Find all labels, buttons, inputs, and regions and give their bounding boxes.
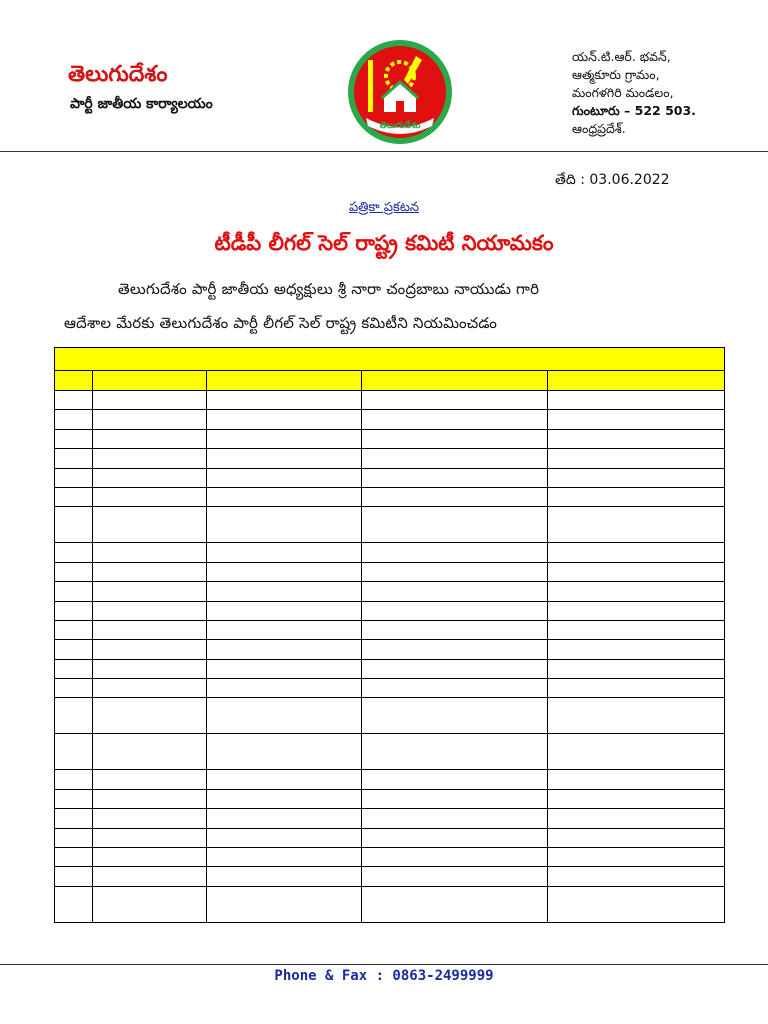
header-divider [0, 151, 768, 152]
table-header-cell [93, 371, 207, 391]
table-banner [54, 347, 725, 370]
table-cell [55, 698, 93, 734]
headline: టీడీపీ లీగల్ సెల్ రాష్ట్ర కమిటీ నియామకం [214, 231, 554, 255]
table-row [55, 601, 725, 620]
table-cell [55, 679, 93, 698]
table-cell [362, 543, 548, 562]
table-cell [93, 429, 207, 448]
table-cell [362, 698, 548, 734]
address-line: మంగళగిరి మండలం, [572, 85, 674, 100]
table-cell [206, 679, 362, 698]
table-row [55, 640, 725, 659]
table-row [55, 698, 725, 734]
table-cell [362, 620, 548, 639]
table-row [55, 449, 725, 468]
table-row [55, 770, 725, 789]
footer-contact: Phone & Fax : 0863-2499999 [274, 968, 494, 984]
table-cell [55, 410, 93, 429]
table-cell [548, 543, 725, 562]
table-cell [55, 809, 93, 828]
table-header-cell [548, 371, 725, 391]
table-cell [206, 789, 362, 808]
table-cell [362, 487, 548, 506]
table-cell [548, 468, 725, 487]
table-row [55, 828, 725, 847]
table-cell [362, 562, 548, 581]
table-row [55, 543, 725, 562]
table-cell [548, 601, 725, 620]
table-cell [362, 848, 548, 867]
date-line: తేది : 03.06.2022 [555, 172, 670, 188]
table-cell [206, 562, 362, 581]
table-row [55, 867, 725, 886]
table-cell [548, 679, 725, 698]
table-cell [55, 789, 93, 808]
table-cell [362, 789, 548, 808]
table-cell [93, 449, 207, 468]
table-cell [55, 543, 93, 562]
table-cell [362, 601, 548, 620]
table-header-cell [206, 371, 362, 391]
table-cell [55, 391, 93, 410]
table-cell [93, 487, 207, 506]
paragraph-line: తెలుగుదేశం పార్టీ జాతీయ అధ్యక్షులు శ్రీ నారా చంద్రబాబు నాయుడు గారి [118, 280, 540, 298]
table-cell [206, 734, 362, 770]
table-cell [362, 582, 548, 601]
table-cell [55, 848, 93, 867]
table-cell [362, 507, 548, 543]
table-cell [93, 391, 207, 410]
table-cell [362, 410, 548, 429]
table-row [55, 429, 725, 448]
table-cell [93, 620, 207, 639]
table-cell [93, 468, 207, 487]
table-cell [362, 809, 548, 828]
table-row [55, 410, 725, 429]
address-line: గుంటూరు – 522 503. [572, 103, 696, 118]
table-cell [548, 487, 725, 506]
footer-divider [0, 964, 768, 965]
committee-table-container [54, 347, 725, 923]
table-cell [55, 659, 93, 678]
table-cell [206, 487, 362, 506]
table-cell [55, 601, 93, 620]
table-cell [93, 867, 207, 886]
table-cell [362, 468, 548, 487]
table-cell [548, 640, 725, 659]
table-cell [362, 886, 548, 922]
table-cell [206, 410, 362, 429]
table-cell [93, 562, 207, 581]
table-row [55, 507, 725, 543]
press-release-label: పత్రికా ప్రకటన [348, 200, 419, 215]
table-cell [93, 582, 207, 601]
table-cell [93, 659, 207, 678]
table-cell [206, 507, 362, 543]
table-cell [93, 507, 207, 543]
table-row [55, 659, 725, 678]
table-cell [362, 867, 548, 886]
paragraph-line: ఆదేశాల మేరకు తెలుగుదేశం పార్టీ లీగల్ సెల్ రాష్ట్ర కమిటీని నియమించడం [64, 314, 498, 332]
table-cell [55, 429, 93, 448]
table-cell [206, 391, 362, 410]
table-cell [206, 770, 362, 789]
table-cell [55, 620, 93, 639]
table-cell [206, 601, 362, 620]
table-cell [55, 468, 93, 487]
party-logo [346, 38, 454, 146]
table-cell [206, 582, 362, 601]
table-cell [93, 789, 207, 808]
table-row [55, 679, 725, 698]
table-cell [362, 640, 548, 659]
table-cell [93, 543, 207, 562]
table-cell [55, 867, 93, 886]
table-cell [55, 828, 93, 847]
table-cell [206, 468, 362, 487]
table-cell [548, 789, 725, 808]
table-cell [548, 562, 725, 581]
table-cell [548, 698, 725, 734]
table-row [55, 562, 725, 581]
table-cell [93, 886, 207, 922]
table-cell [548, 507, 725, 543]
table-header-row [55, 371, 725, 391]
table-cell [55, 582, 93, 601]
table-cell [93, 770, 207, 789]
table-row [55, 734, 725, 770]
table-cell [93, 698, 207, 734]
table-cell [548, 867, 725, 886]
table-cell [206, 698, 362, 734]
table-cell [55, 770, 93, 789]
table-cell [362, 734, 548, 770]
table-cell [93, 601, 207, 620]
table-cell [206, 867, 362, 886]
table-cell [548, 659, 725, 678]
table-cell [206, 620, 362, 639]
table-cell [206, 659, 362, 678]
table-cell [548, 410, 725, 429]
table-cell [55, 640, 93, 659]
table-cell [548, 828, 725, 847]
table-cell [55, 734, 93, 770]
table-cell [206, 429, 362, 448]
table-cell [93, 679, 207, 698]
table-cell [362, 391, 548, 410]
table-row [55, 391, 725, 410]
table-cell [548, 582, 725, 601]
table-cell [206, 828, 362, 847]
address-block [572, 48, 696, 138]
table-row [55, 809, 725, 828]
table-cell [206, 886, 362, 922]
table-cell [548, 391, 725, 410]
table-cell [206, 449, 362, 468]
table-cell [93, 734, 207, 770]
table-row [55, 487, 725, 506]
table-cell [548, 429, 725, 448]
address-line: యన్.టి.ఆర్. భవన్, [572, 49, 671, 64]
table-cell [206, 543, 362, 562]
table-cell [548, 809, 725, 828]
table-cell [55, 449, 93, 468]
table-cell [206, 848, 362, 867]
committee-table [54, 370, 725, 923]
table-cell [93, 640, 207, 659]
table-row [55, 848, 725, 867]
table-header-cell [362, 371, 548, 391]
table-cell [548, 734, 725, 770]
table-row [55, 620, 725, 639]
table-row [55, 789, 725, 808]
table-cell [548, 770, 725, 789]
table-cell [548, 886, 725, 922]
table-cell [93, 828, 207, 847]
table-cell [362, 828, 548, 847]
table-cell [55, 886, 93, 922]
table-cell [362, 429, 548, 448]
table-cell [206, 809, 362, 828]
table-cell [548, 620, 725, 639]
logo-text: తెలుగుదేశం [379, 121, 421, 131]
table-cell [362, 679, 548, 698]
table-cell [548, 449, 725, 468]
table-row [55, 886, 725, 922]
table-cell [55, 507, 93, 543]
table-cell [93, 410, 207, 429]
table-cell [362, 770, 548, 789]
table-cell [362, 659, 548, 678]
address-line: ఆత్మకూరు గ్రామం, [572, 67, 660, 82]
office-name: పార్టీ జాతీయ కార్యాలయం [70, 96, 213, 112]
table-cell [55, 562, 93, 581]
address-line: ఆంధ్రప్రదేశ్. [572, 121, 626, 136]
table-cell [206, 640, 362, 659]
table-cell [548, 848, 725, 867]
party-name: తెలుగుదేశం [68, 62, 168, 87]
table-cell [362, 449, 548, 468]
table-cell [93, 848, 207, 867]
table-cell [55, 487, 93, 506]
table-header-cell [55, 371, 93, 391]
table-row [55, 582, 725, 601]
table-row [55, 468, 725, 487]
table-cell [93, 809, 207, 828]
